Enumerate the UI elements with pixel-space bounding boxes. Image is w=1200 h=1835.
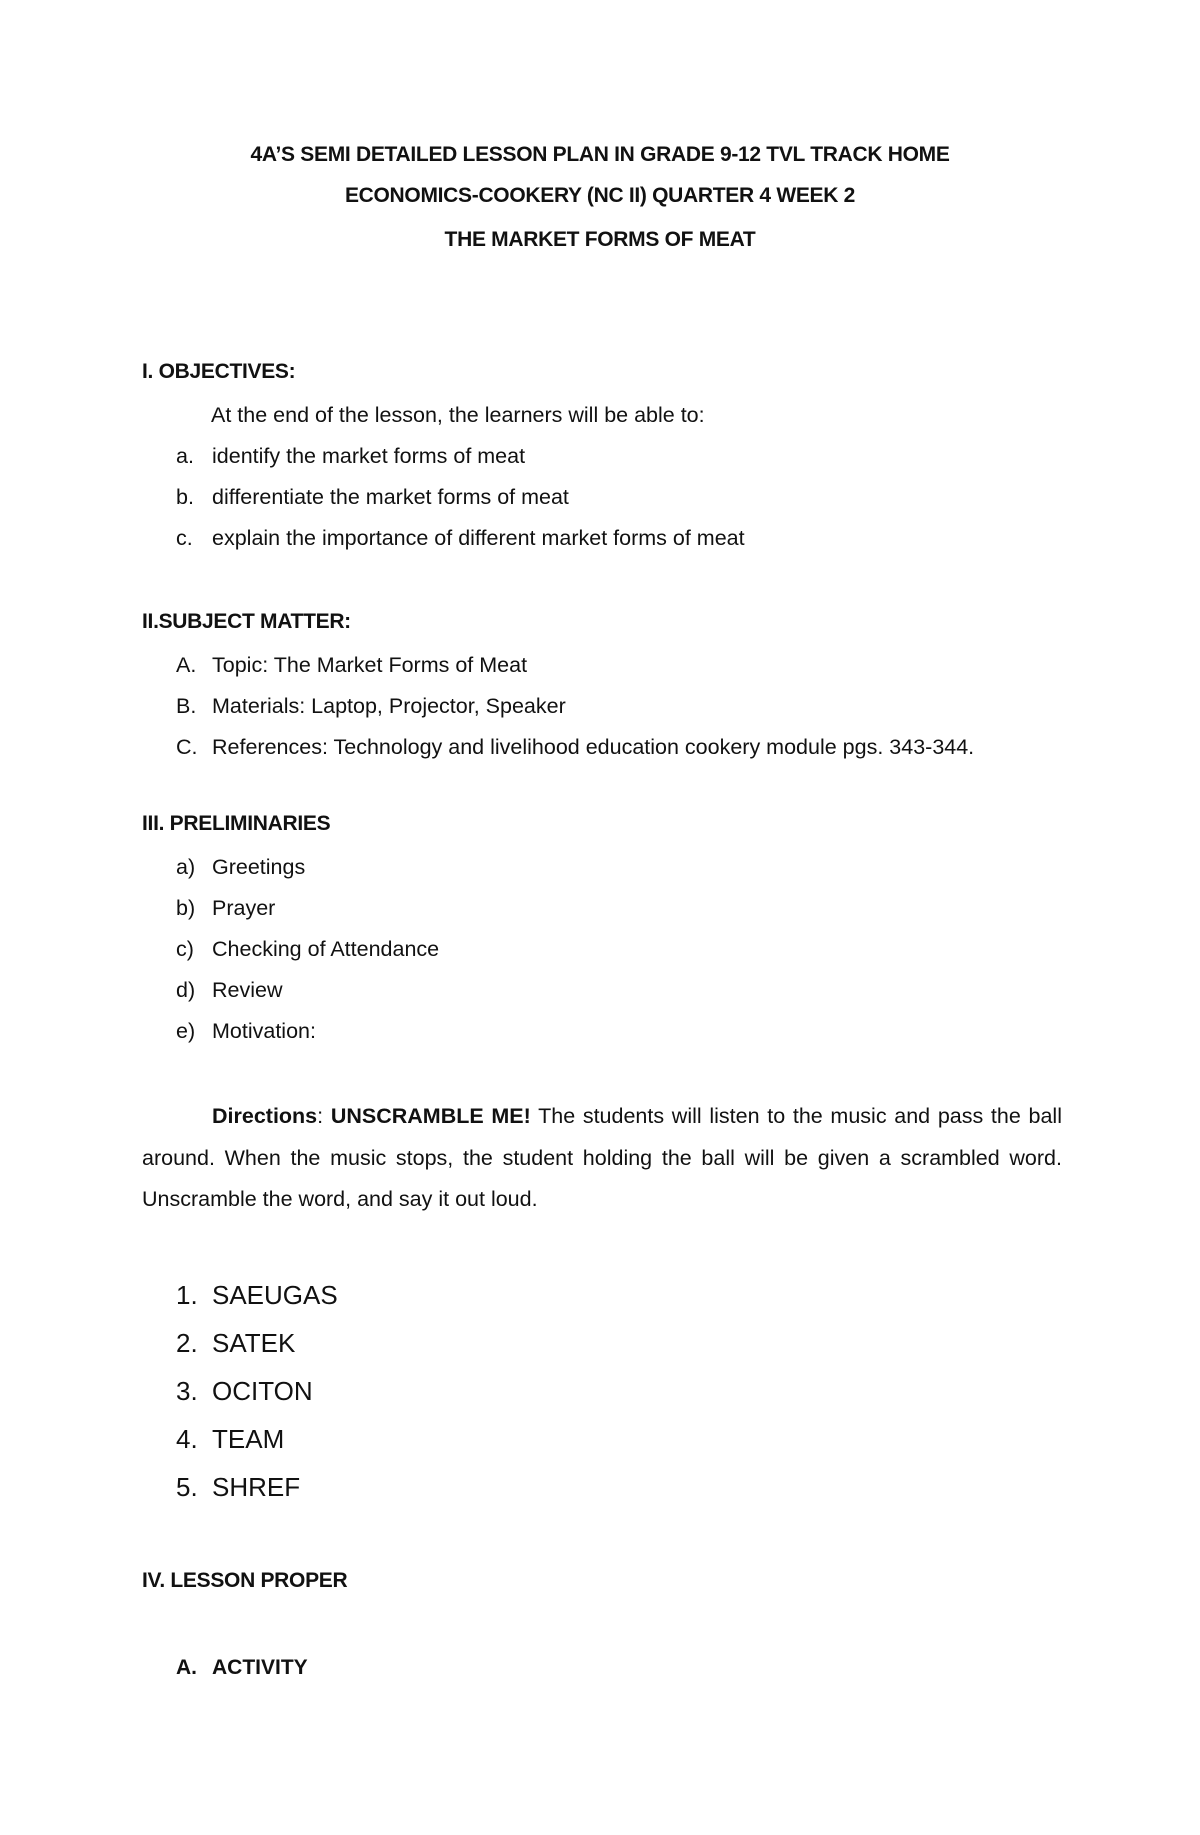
subject-item: Materials: Laptop, Projector, Speaker — [212, 694, 566, 718]
scrambled-word: SAEUGAS — [212, 1280, 338, 1310]
scrambled-word: TEAM — [212, 1424, 285, 1454]
title-line-1: 4A’S SEMI DETAILED LESSON PLAN IN GRADE 9-12 TVL TRACK HOME — [250, 143, 950, 166]
lesson-proper-heading: IV. LESSON PROPER — [142, 1569, 348, 1592]
preliminary-marker: d) — [176, 978, 196, 1002]
preliminary-marker: c) — [176, 937, 194, 961]
objective-item: identify the market forms of meat — [212, 444, 526, 468]
objective-marker: c. — [176, 526, 193, 550]
preliminary-item: Review — [212, 978, 283, 1002]
directions-colon: : — [317, 1104, 331, 1128]
subject-matter-heading: II.SUBJECT MATTER: — [142, 610, 351, 633]
preliminary-item: Greetings — [212, 855, 306, 879]
activity-heading: ACTIVITY — [212, 1656, 308, 1679]
scrambled-word: SHREF — [212, 1472, 301, 1502]
objective-marker: b. — [176, 485, 194, 509]
preliminary-marker: a) — [176, 855, 196, 879]
objectives-heading: I. OBJECTIVES: — [142, 360, 296, 383]
title-line-3: THE MARKET FORMS OF MEAT — [444, 228, 756, 251]
preliminary-marker: e) — [176, 1019, 196, 1043]
preliminary-item: Prayer — [212, 896, 276, 920]
objectives-intro: At the end of the lesson, the learners will be able to: — [211, 403, 705, 427]
scrambled-word-number: 4. — [176, 1424, 198, 1454]
title-line-2: ECONOMICS-COOKERY (NC II) QUARTER 4 WEEK 2 — [344, 184, 856, 207]
directions-text: The students will listen to the music and pass the ball around. When the music stops, the student holding the ball will be given a scrambled word. Unscramble the word, and say it out loud. — [142, 1104, 1062, 1211]
scrambled-word-number: 3. — [176, 1376, 198, 1406]
directions-label: Directions — [212, 1104, 318, 1128]
scrambled-word: SATEK — [212, 1328, 296, 1358]
activity-name: UNSCRAMBLE ME! — [330, 1104, 531, 1128]
scrambled-word-number: 2. — [176, 1328, 198, 1358]
directions-paragraph — [142, 1096, 1062, 1221]
preliminary-marker: b) — [176, 896, 196, 920]
subject-marker: C. — [176, 735, 198, 759]
subject-marker: A. — [176, 653, 197, 677]
subject-item: Topic: The Market Forms of Meat — [212, 653, 528, 677]
scrambled-word-number: 1. — [176, 1280, 198, 1310]
scrambled-word: OCITON — [212, 1376, 313, 1406]
scrambled-word-number: 5. — [176, 1472, 198, 1502]
subject-item: References: Technology and livelihood education cookery module pgs. 343-344. — [212, 735, 975, 759]
objective-item: differentiate the market forms of meat — [212, 485, 569, 509]
subject-marker: B. — [176, 694, 197, 718]
objective-item: explain the importance of different market forms of meat — [212, 526, 745, 550]
activity-marker: A. — [176, 1656, 197, 1679]
preliminary-item: Motivation: — [212, 1019, 316, 1043]
preliminary-item: Checking of Attendance — [212, 937, 440, 961]
objective-marker: a. — [176, 444, 194, 468]
preliminaries-heading: III. PRELIMINARIES — [142, 812, 331, 835]
